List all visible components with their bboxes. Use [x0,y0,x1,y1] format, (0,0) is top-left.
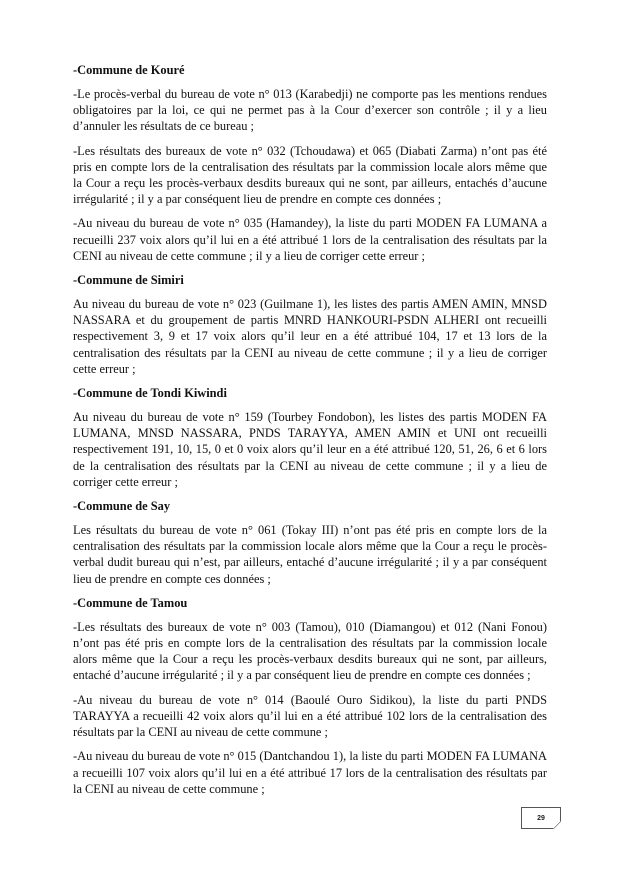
section-koure [73,62,547,264]
paragraph: -Les résultats des bureaux de vote n° 003 (Tamou), 010 (Diamangou) et 012 (Nani Fonou) n’ont pas été pris en compte lors de la centralisation des résultats par la commission locale alors même que la Cour a reçu les procès-verbaux desdits bureaux qui ne sont, par ailleurs, entaché d’aucune irrégularité ; il y a par conséquent lieu de prendre en compte ces données ; [73,619,547,683]
section-heading: -Commune de Tondi Kiwindi [73,386,227,401]
document-body [73,62,547,805]
paragraph: -Les résultats des bureaux de vote n° 032 (Tchoudawa) et 065 (Diabati Zarma) n’ont pas été pris en compte lors de la centralisation des résultats par la commission locale alors même que la Cour a reçu les procès-verbaux desdits bureaux qui ne sont, par ailleurs, entachés d’aucune irrégularité ; il y a par conséquent lieu de prendre en compte ces données ; [73,143,547,207]
paragraph: Au niveau du bureau de vote n° 159 (Tourbey Fondobon), les listes des partis MODEN FA LUMANA, MNSD NASSARA, PNDS TARAYYA, AMEN AMIN et UNI ont recueilli respectivement 191, 10, 15, 0 et 0 voix alors qu’il leur en a été attribué 120, 51, 26, 6 et 6 lors de la centralisation des résultats par la CENI au niveau de cette commune ; il y a lieu de corriger cette erreur ; [73,410,547,489]
paragraph: -Au niveau du bureau de vote n° 035 (Hamandey), la liste du parti MODEN FA LUMANA a recueilli 237 voix alors qu’il lui en a été attribué 1 lors de la centralisation des résultats par la CENI au niveau de cette commune ; il y a lieu de corriger cette erreur ; [73,216,547,263]
section-heading: -Commune de Say [73,499,171,514]
section-simiri [73,272,547,377]
section-tamou [73,595,547,797]
paragraph: -Au niveau du bureau de vote n° 014 (Baoulé Ouro Sidikou), la liste du parti PNDS TARAYYA a recueilli 42 voix alors qu’il lui en a été attribué 102 lors de la centralisation des résultats par la CENI au niveau de cette commune ; [73,692,547,740]
page-number: 29 [537,814,545,822]
page-number-box [521,807,561,829]
paragraph: Au niveau du bureau de vote n° 023 (Guilmane 1), les listes des partis AMEN AMIN, MNSD NASSARA et du groupement de partis MNRD HANKOURI-PSDN ALHERI ont recueilli respectivement 3, 9 et 17 voix alors qu’il leur en a été attribué 104, 17 et 13 lors de la centralisation des résultats par la CENI au niveau de cette commune ; il y a lieu de corriger cette erreur ; [73,297,547,376]
section-heading: -Commune de Kouré [73,63,185,77]
section-tondi-kiwindi [73,385,547,490]
paragraph: Les résultats du bureau de vote n° 061 (Tokay III) n’ont pas été pris en compte lors de la centralisation des résultats par la commission locale alors même que la Cour a reçu le procès-verbal dudit bureau qui n’est, par ailleurs, entaché d’aucune irrégularité ; il y a par conséquent lieu de prendre en compte ces données ; [73,523,547,586]
paragraph: -Au niveau du bureau de vote n° 015 (Dantchandou 1), la liste du parti MODEN FA LUMANA a recueilli 107 voix alors qu’il lui en a été attribué 17 lors de la centralisation des résultats par la CENI au niveau de cette commune ; [73,749,547,796]
section-heading: -Commune de Simiri [73,273,184,288]
section-heading: -Commune de Tamou [73,595,188,610]
section-say [73,498,547,587]
paragraph: -Le procès-verbal du bureau de vote n° 013 (Karabedji) ne comporte pas les mentions rendues obligatoires par la loi, ce qui ne permet pas à la Cour d’exercer son contrôle ; il y a lieu d’annuler les résultats de ce bureau ; [73,87,547,134]
